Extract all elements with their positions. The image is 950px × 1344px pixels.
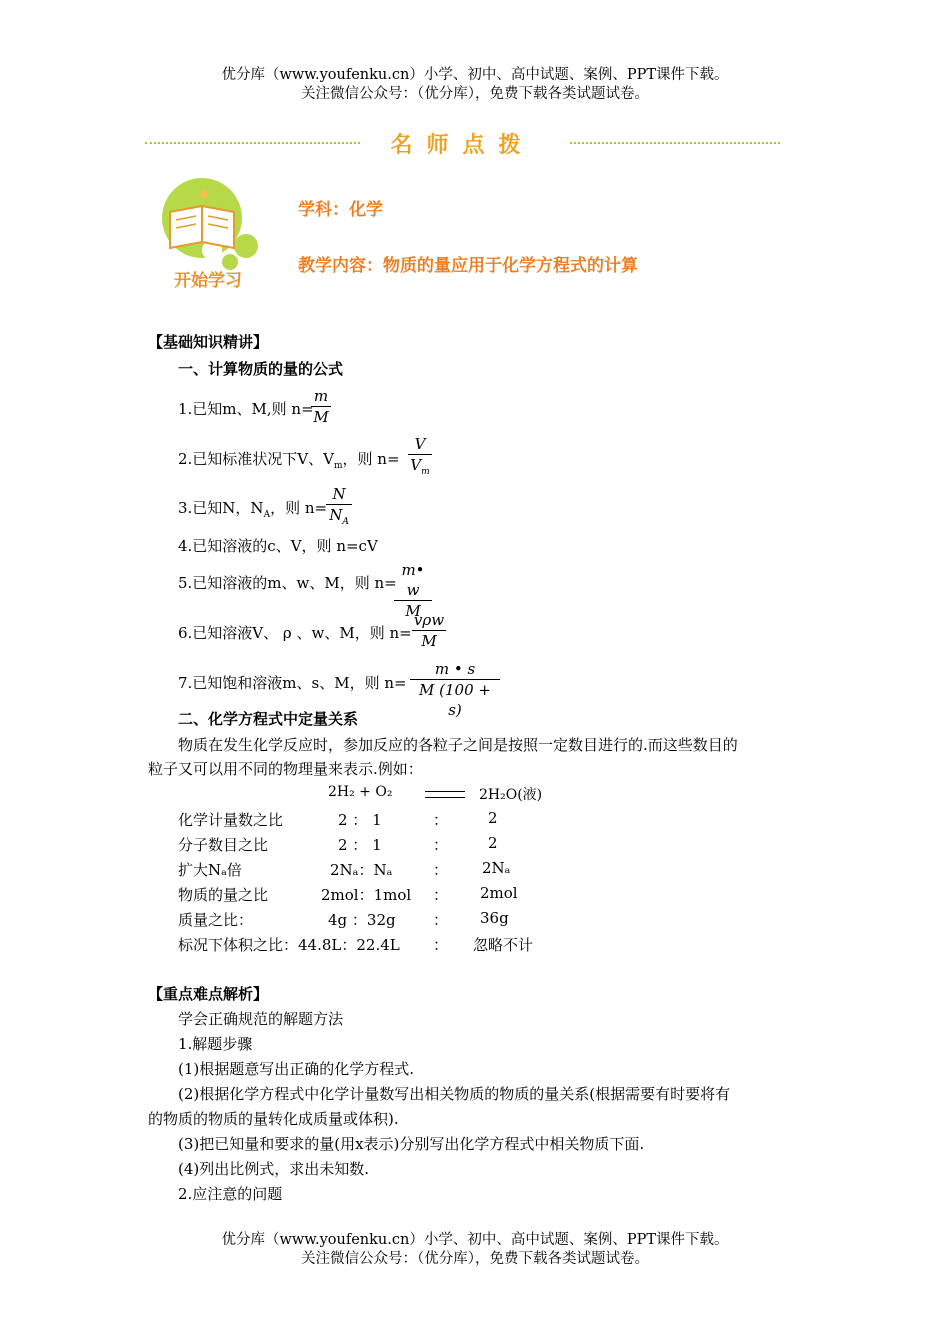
formula-2-fraction <box>408 434 432 482</box>
section2-line: (2)根据化学方程式中化学计量数写出相关物质的物质的量关系(根据需要有时要将有 <box>178 1085 731 1103</box>
formula-2-denominator: $V_m$ <box>410 456 430 477</box>
formula-7-numerator: m • s <box>434 660 476 678</box>
formula-6-numerator: vρw <box>413 611 445 629</box>
section2-heading: 【重点难点解析】 <box>148 985 269 1003</box>
banner <box>145 128 780 156</box>
formula-3-denominator: $N_A$ <box>329 506 349 527</box>
section2-line: 学会正确规范的解题方法 <box>178 1010 344 1028</box>
formula-2-text: 2.已知标准状况下V、$V_m$，则 n= <box>178 450 400 471</box>
subject-title: 学科：化学 <box>298 200 383 220</box>
header-line-1: 优分库（www.youfenku.cn）小学、初中、高中试题、案例、PPT课件下载。 <box>221 67 729 83</box>
section2-line: 1.解题步骤 <box>178 1035 253 1053</box>
formula-1-text: 1.已知m、M,则 n= <box>178 400 314 418</box>
formula-4-text: 4.已知溶液的c、V，则 n=cV <box>178 537 378 555</box>
formula-5-text: 5.已知溶液的m、w、M，则 n= <box>178 574 397 592</box>
formula-5-denominator: M <box>405 602 421 620</box>
start-learning-logo <box>160 170 265 290</box>
footer-line-2: 关注微信公众号：（优分库），免费下载各类试题试卷。 <box>301 1251 649 1267</box>
section1-paragraph-2: 粒子又可以用不同的物理量来表示.例如： <box>148 760 423 778</box>
equation-equals-sign <box>425 791 465 798</box>
header-line-2: 关注微信公众号：（优分库），免费下载各类试题试卷。 <box>301 86 649 102</box>
formula-7-text: 7.已知饱和溶液m、s、M，则 n= <box>178 674 407 692</box>
section2-line: (1)根据题意写出正确的化学方程式. <box>178 1060 415 1078</box>
section2-line: 的物质的物质的量转化成质量或体积). <box>148 1110 399 1128</box>
formula-6-fraction <box>412 610 446 651</box>
formula-1-numerator: m <box>313 387 329 405</box>
formula-3-text: 3.已知N，$N_A$，则 n= <box>178 499 328 520</box>
formula-6-denominator: M <box>421 632 437 650</box>
formula-3-numerator: N <box>332 485 346 503</box>
section1-sub1: 一、计算物质的量的公式 <box>178 360 344 378</box>
banner-title: 名师点拨 <box>390 133 535 158</box>
content-title: 教学内容：物质的量应用于化学方程式的计算 <box>298 256 638 276</box>
formula-2-numerator: V <box>414 435 426 453</box>
equation-left: 2H₂ + O₂ <box>328 784 393 800</box>
logo-text: 开始学习 <box>174 271 242 291</box>
formula-3-fraction <box>326 484 352 532</box>
section2-line: (4)列出比例式，求出未知数. <box>178 1160 370 1178</box>
section2-line: 2.应注意的问题 <box>178 1185 283 1203</box>
section1-sub2: 二、化学方程式中定量关系 <box>178 710 359 728</box>
section1-heading: 【基础知识精讲】 <box>148 333 269 351</box>
formula-1-denominator: M <box>313 408 329 426</box>
formula-7-fraction <box>410 659 500 720</box>
section2-line: (3)把已知量和要求的量(用x表示)分别写出化学方程式中相关物质下面. <box>178 1135 645 1153</box>
formula-7-denominator: M (100 + s) <box>419 681 491 719</box>
formula-6-text: 6.已知溶液V、 ρ 、w、M，则 n= <box>178 624 412 642</box>
footer-line-1: 优分库（www.youfenku.cn）小学、初中、高中试题、案例、PPT课件下载。 <box>221 1232 729 1248</box>
formula-1-fraction <box>311 386 331 427</box>
section1-paragraph: 物质在发生化学反应时，参加反应的各粒子之间是按照一定数目进行的.而这些数目的 <box>178 736 738 754</box>
formula-5-numerator: m• w <box>401 561 425 599</box>
equation-right: 2H₂O(液) <box>479 787 543 803</box>
